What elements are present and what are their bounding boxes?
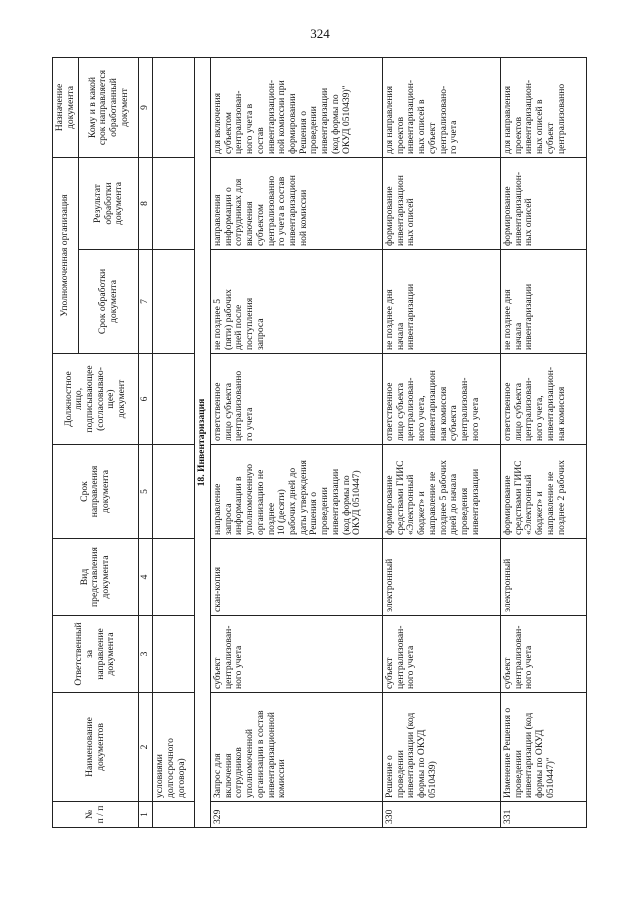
header-col-processing-time: Срок обработки документа — [79, 250, 139, 354]
row-signer: ответственное лицо субъекта централизованно го учета — [210, 354, 382, 445]
header-col-number: № п / п — [53, 802, 139, 828]
row-deadline: формирование средствами ГИИС «Электронный бюджет» и направление не позднее 2 рабочих — [500, 445, 586, 539]
row-processing-time: не позднее 5 (пяти) рабочих дней после поступления запроса — [210, 250, 382, 354]
documents-table — [52, 57, 587, 828]
column-numbers-row — [139, 58, 153, 828]
rotated-table-area — [52, 58, 582, 828]
rotated-table-container — [52, 58, 582, 828]
table-row — [382, 58, 500, 828]
row-deadline: формирование средствами ГИИС «Электронный бюджет» и направление не позднее 5 рабочих дней до начала проведения инвентаризации — [382, 445, 500, 539]
header-col-signer: Должностное лицо, подписывающее (согласовываю- щее) документ — [53, 354, 139, 445]
column-number: 8 — [139, 158, 153, 250]
row-destination: для включения субъектом централизован- ного учета в состав инвентаризацион- ной комиссии при формировании Решения о проведении инвентаризации (код формы по ОКУД 0510439)" — [210, 58, 382, 158]
column-number: 1 — [139, 802, 153, 828]
row-deadline: направление запроса информации в уполномоченную организацию не позднее 10 (десяти) рабочих дней до даты утверждения Решения о проведении инвентаризации (код формы по ОКУД 0510447) — [210, 445, 382, 539]
header-col-deadline: Срок направления документа — [53, 445, 139, 539]
header-group-organization: Уполномоченная организация — [53, 158, 79, 354]
row-result: направления информации о сотрудниках для включения субъектом централизованно го учета в состав инвентаризацион ной комиссии — [210, 158, 382, 250]
row-number: 330 — [382, 802, 500, 828]
row-responsible: субъект централизован- ного учета — [500, 616, 586, 693]
row-form: электронный — [382, 539, 500, 616]
row-result: формирование инвентаризацион- ных описей — [500, 158, 586, 250]
row-responsible: субъект централизован- ного учета — [382, 616, 500, 693]
column-number: 6 — [139, 354, 153, 445]
header-col-responsible: Ответственный за направление документа — [53, 616, 139, 693]
continuation-row — [153, 58, 195, 828]
column-number: 7 — [139, 250, 153, 354]
header-col-form: Вид представления документа — [53, 539, 139, 616]
row-document-name: Запрос для включения сотрудников уполномоченной организации в состав инвентаризационной комиссии — [210, 693, 382, 802]
row-signer: ответственное лицо субъекта централизован- ного учета, инвентаризацион- ная комиссия — [500, 354, 586, 445]
row-processing-time: не позднее дня начала инвентаризации — [382, 250, 500, 354]
row-signer: ответственное лицо субъекта централизован- ного учета, инвентаризацион ная комиссия субъекта централизован- ного учета — [382, 354, 500, 445]
row-document-name: Изменение Решения о проведении инвентаризации (код формы по ОКУД 0510447)" — [500, 693, 586, 802]
row-number: 329 — [210, 802, 382, 828]
row-form: скан-копия — [210, 539, 382, 616]
section-title: 18. Инвентаризация — [195, 58, 211, 828]
header-col-name: Наименование документов — [53, 693, 139, 802]
header-col-destination: Кому и в какой срок направляется обработанный документ — [79, 58, 139, 158]
section-row — [195, 58, 211, 828]
row-destination: для направления проектов инвентаризацион- ных описей в субъект централизовано- го учета — [382, 58, 500, 158]
row-form: электронный — [500, 539, 586, 616]
table-row — [500, 58, 586, 828]
header-col-result: Результат обработки документа — [79, 158, 139, 250]
row-document-name: Решение о проведении инвентаризации (код формы по ОКУД 0510439) — [382, 693, 500, 802]
column-number: 9 — [139, 58, 153, 158]
row-result: формирование инвентаризацион ных описей — [382, 158, 500, 250]
header-row-1 — [53, 58, 79, 828]
row-processing-time: не позднее дня начала инвентаризации — [500, 250, 586, 354]
header-group-purpose: Назначение документа — [53, 58, 79, 158]
column-number: 4 — [139, 539, 153, 616]
continuation-text: условиями долгосрочного договора) — [153, 693, 195, 802]
table-row — [210, 58, 382, 828]
row-responsible: субъект централизован- ного учета — [210, 616, 382, 693]
page-number: 324 — [310, 26, 330, 41]
column-number: 3 — [139, 616, 153, 693]
row-destination: для направления проектов инвентаризацион- ных описей в субъект централизованно — [500, 58, 586, 158]
column-number: 5 — [139, 445, 153, 539]
column-number: 2 — [139, 693, 153, 802]
row-number: 331 — [500, 802, 586, 828]
